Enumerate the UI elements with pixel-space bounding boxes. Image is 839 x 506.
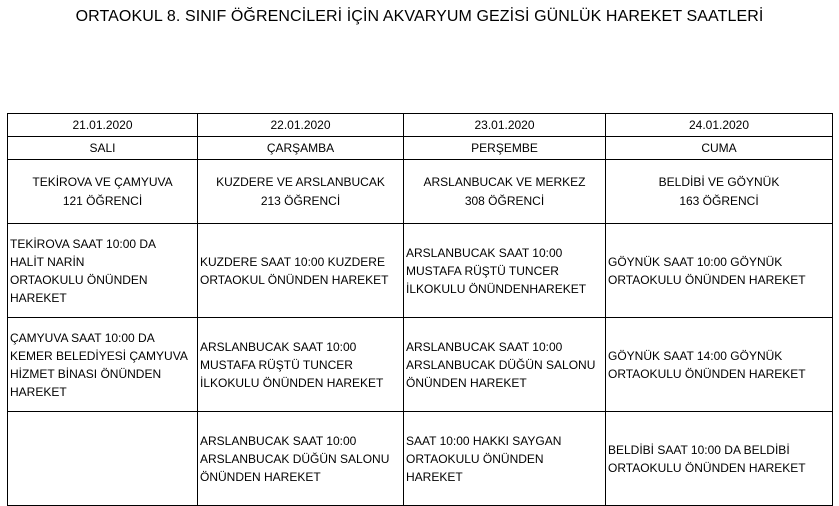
date-cell: 22.01.2020 bbox=[198, 114, 404, 137]
departure-cell bbox=[606, 318, 833, 412]
student-count: 121 ÖĞRENCİ bbox=[62, 193, 143, 208]
departure-cell bbox=[404, 412, 606, 506]
date-cell: 23.01.2020 bbox=[404, 114, 606, 137]
date-cell: 21.01.2020 bbox=[8, 114, 198, 137]
group-cell bbox=[606, 160, 833, 224]
group-row bbox=[8, 160, 833, 224]
student-count: 213 ÖĞRENCİ bbox=[260, 193, 341, 208]
cell-line: ORTAOKUL ÖNÜNDEN HAREKET bbox=[200, 272, 389, 287]
group-cell bbox=[8, 160, 198, 224]
cell-line: ARSLANBUCAK SAAT 10:00 bbox=[200, 339, 357, 354]
cell-line: ÖNÜNDEN HAREKET bbox=[200, 469, 321, 484]
cell-line: ORTAOKULU ÖNÜNDEN bbox=[406, 451, 544, 466]
departure-row bbox=[8, 224, 833, 318]
cell-line: HALİT NARİN bbox=[10, 254, 85, 269]
cell-line: ARSLANBUCAK DÜĞÜN SALONU bbox=[200, 451, 390, 466]
cell-line: ORTAOKULU ÖNÜNDEN bbox=[10, 272, 148, 287]
group-name: TEKİROVA VE ÇAMYUVA bbox=[32, 174, 173, 189]
cell-line: HAREKET bbox=[406, 469, 463, 484]
cell-line: ARSLANBUCAK SAAT 10:00 bbox=[200, 433, 357, 448]
departure-cell bbox=[198, 224, 404, 318]
departure-cell bbox=[404, 318, 606, 412]
cell-line: İLKOKULU ÖNÜNDEN HAREKET bbox=[200, 375, 384, 390]
cell-line: İLKOKULU ÖNÜNDENHAREKET bbox=[406, 281, 587, 296]
cell-line: ARSLANBUCAK SAAT 10:00 bbox=[406, 245, 563, 260]
cell-line: ORTAOKULU ÖNÜNDEN HAREKET bbox=[608, 272, 806, 287]
group-cell bbox=[404, 160, 606, 224]
cell-line: KUZDERE SAAT 10:00 KUZDERE bbox=[200, 254, 385, 269]
cell-line: TEKİROVA SAAT 10:00 DA bbox=[10, 236, 157, 251]
date-cell: 24.01.2020 bbox=[606, 114, 833, 137]
cell-line: ÖNÜNDEN HAREKET bbox=[406, 375, 527, 390]
group-cell bbox=[198, 160, 404, 224]
departure-cell bbox=[198, 318, 404, 412]
schedule-table bbox=[7, 113, 833, 506]
departure-cell bbox=[606, 224, 833, 318]
group-name: BELDİBİ VE GÖYNÜK bbox=[658, 174, 780, 189]
day-row bbox=[8, 137, 833, 160]
departure-row bbox=[8, 412, 833, 506]
departure-cell-empty bbox=[8, 412, 198, 506]
departure-cell bbox=[8, 224, 198, 318]
departure-cell bbox=[198, 412, 404, 506]
student-count: 308 ÖĞRENCİ bbox=[464, 193, 545, 208]
departure-cell bbox=[606, 412, 833, 506]
cell-line: ORTAOKULU ÖNÜNDEN HAREKET bbox=[608, 460, 806, 475]
group-name: ARSLANBUCAK VE MERKEZ bbox=[423, 174, 586, 189]
cell-line: HAREKET bbox=[10, 384, 67, 399]
cell-line: KEMER BELEDİYESİ ÇAMYUVA bbox=[10, 348, 188, 363]
cell-line: ORTAOKULU ÖNÜNDEN HAREKET bbox=[608, 366, 806, 381]
cell-line: HAREKET bbox=[10, 290, 67, 305]
date-row bbox=[8, 114, 833, 137]
cell-line: MUSTAFA RÜŞTÜ TUNCER bbox=[406, 263, 559, 278]
page-title: ORTAOKUL 8. SINIF ÖĞRENCİLERİ İÇİN AKVARYUM GEZİSİ GÜNLÜK HAREKET SAATLERİ bbox=[75, 8, 764, 25]
cell-line: SAAT 10:00 HAKKI SAYGAN bbox=[406, 433, 562, 448]
cell-line: HİZMET BİNASI ÖNÜNDEN bbox=[10, 366, 162, 381]
cell-line: BELDİBİ SAAT 10:00 DA BELDİBİ bbox=[608, 442, 790, 457]
cell-line: GÖYNÜK SAAT 14:00 GÖYNÜK bbox=[608, 348, 783, 363]
student-count: 163 ÖĞRENCİ bbox=[679, 193, 759, 208]
cell-line: GÖYNÜK SAAT 10:00 GÖYNÜK bbox=[608, 254, 783, 269]
day-cell: CUMA bbox=[606, 137, 833, 160]
departure-row bbox=[8, 318, 833, 412]
group-name: KUZDERE VE ARSLANBUCAK bbox=[216, 174, 385, 189]
departure-cell bbox=[404, 224, 606, 318]
day-cell: ÇARŞAMBA bbox=[198, 137, 404, 160]
day-cell: PERŞEMBE bbox=[404, 137, 606, 160]
departure-cell bbox=[8, 318, 198, 412]
cell-line: ÇAMYUVA SAAT 10:00 DA bbox=[10, 330, 155, 345]
day-cell: SALI bbox=[8, 137, 198, 160]
cell-line: MUSTAFA RÜŞTÜ TUNCER bbox=[200, 357, 353, 372]
cell-line: ARSLANBUCAK SAAT 10:00 bbox=[406, 339, 563, 354]
cell-line: ARSLANBUCAK DÜĞÜN SALONU bbox=[406, 357, 596, 372]
